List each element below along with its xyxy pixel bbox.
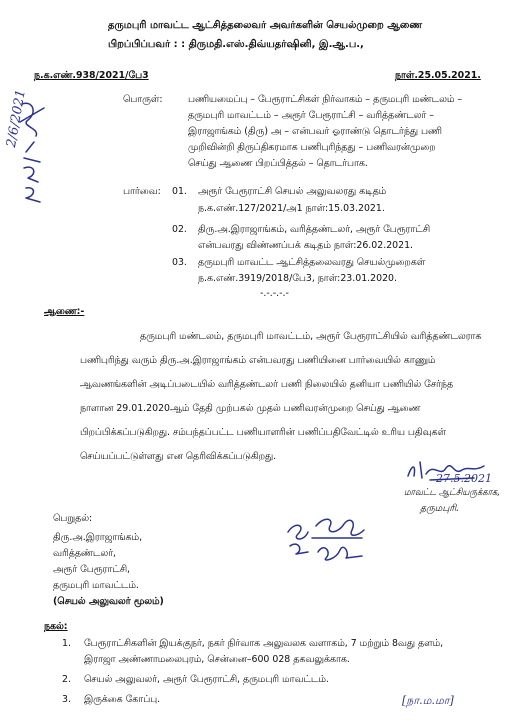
recipient-line-4: தருமபுரி மாவட்டம். [53, 580, 139, 591]
signature-designation: மாவட்ட ஆட்சியருக்காக, [404, 487, 500, 498]
subject-label: பொருள்: [123, 94, 163, 105]
initials-signature [282, 512, 368, 570]
order-line-5: பிறப்பிக்கப்படுகிறது. சம்பந்தப்பட்ட பணியாளரின் பணிப்பதிவேட்டில் உரிய பதிவுகள் [80, 427, 446, 438]
reference-3-line-2: ந.க.எண்.3919/2018/பே3, நாள்:23.01.2020. [198, 273, 397, 284]
references-label: பார்வை: [123, 186, 161, 197]
copy-2-number: 2. [62, 674, 71, 685]
subject-line-5: செய்து ஆணை பிறப்பித்தல் – தொடர்பாக. [188, 158, 368, 169]
recipient-line-1: திரு.அ.இராஜாங்கம், [53, 532, 143, 543]
signature-place: தருமபுரி. [420, 503, 460, 514]
reference-separator: -.-.-.-.- [260, 288, 289, 299]
copy-2-line-1: செயல் அலுவலர், அரூர் பேரூராட்சி, தருமபுரி மாவட்டம். [84, 674, 329, 685]
order-date: நாள்.25.05.2021. [395, 70, 481, 81]
order-line-4: நாளான 29.01.2020ஆம் தேதி முற்பகல் முதல் பணிவரன்முறை செய்து ஆணை [80, 403, 421, 414]
margin-date: 2/6/2021 [4, 88, 29, 149]
reference-3-number: 03. [172, 257, 187, 268]
reference-1-line-2: ந.க.எண்.127/2021/அ1 நாள்:15.03.2021. [198, 203, 385, 214]
recipient-line-2: வரித்தண்டலர், [53, 548, 116, 559]
signature-date: 27.5.2021 [436, 472, 492, 485]
order-line-6: செய்யப்பட்டுள்ளது என தெரிவிக்கப்படுகிறது. [80, 451, 277, 462]
reference-2-number: 02. [172, 224, 187, 235]
reference-3-line-1: தருமபுரி மாவட்ட ஆட்சித்தலைவரது செயல்முறைகள் [198, 257, 426, 268]
copy-3-number: 3. [62, 694, 71, 705]
copies-label: நகல்: [44, 621, 68, 632]
corner-note: [நா.ம.மா] [402, 694, 454, 707]
copy-1-line-2: இராஜா அண்ணாமலைபுரம், சென்னை–600 028 தகவலுக்காக. [84, 654, 350, 665]
subject-line-1: பணியமைப்பு – பேரூராட்சிகள் நிர்வாகம் – தருமபுரி மண்டலம் – [188, 94, 463, 105]
order-line-2: பணிபுரிந்து வரும் திரு.அ.இராஜாங்கம் என்பவரது பணியினை பார்வையில் காணும் [80, 355, 436, 366]
copy-1-number: 1. [62, 638, 71, 649]
recipient-line-3: அரூர் பேரூராட்சி, [53, 564, 131, 575]
recipient-via: (செயல் அலுவலர் மூலம்) [53, 596, 164, 607]
copy-3-line-1: இருக்கை கோப்பு. [84, 694, 161, 705]
subject-line-2: தருமபுரி மாவட்டம் – அரூர் பேரூராட்சி – வரித்தண்டலர் – [188, 110, 434, 121]
presence-line: பிறப்பிப்பவர் : : திருமதி.எஸ்.திவ்யதர்ஷினி, இ.ஆ.ப., [108, 39, 364, 50]
reference-number: ந.க.எண்.938/2021/பே3 [34, 70, 149, 81]
order-line-1: தருமபுரி மண்டலம், தருமபுரி மாவட்டம், அரூர் பேரூராட்சியில் வரித்தண்டலராக [140, 331, 482, 342]
reference-1-number: 01. [172, 186, 187, 197]
subject-line-4: முறிவின்றி திருப்திகரமாக பணிபுரிந்தது – பணிவரன்முறை [188, 142, 436, 153]
document-title: தருமபுரி மாவட்ட ஆட்சித்தலைவர் அவர்களின் செயல்முறை ஆணை [108, 20, 423, 31]
reference-2-line-2: என்பவரது விண்ணப்பக் கடிதம் நாள்:26.02.2021. [198, 240, 414, 251]
subject-line-3: இராஜாங்கம் (திரு) அ – என்பவர் ஓராண்டு தொடர்ந்து பணி [188, 126, 442, 137]
copy-1-line-1: பேரூராட்சிகளின் இயக்குநர், நகர் நிர்வாக அலுவலக வளாகம், 7 மற்றும் 8வது தளம், [84, 638, 444, 649]
recipient-label: பெறுதல்: [53, 513, 93, 524]
reference-1-line-1: அரூர் பேரூராட்சி செயல் அலுவலரது கடிதம் [198, 186, 387, 197]
order-label: ஆணை:- [44, 306, 85, 317]
reference-2-line-1: திரு.அ.இராஜாங்கம், வரித்தண்டலர், அரூர் பேரூராட்சி [198, 224, 431, 235]
order-line-3: ஆவணங்களின் அடிப்படையில் வரித்தண்டலர் பணி நிலையில் தனியா பணியில் சேர்ந்த [80, 379, 454, 390]
